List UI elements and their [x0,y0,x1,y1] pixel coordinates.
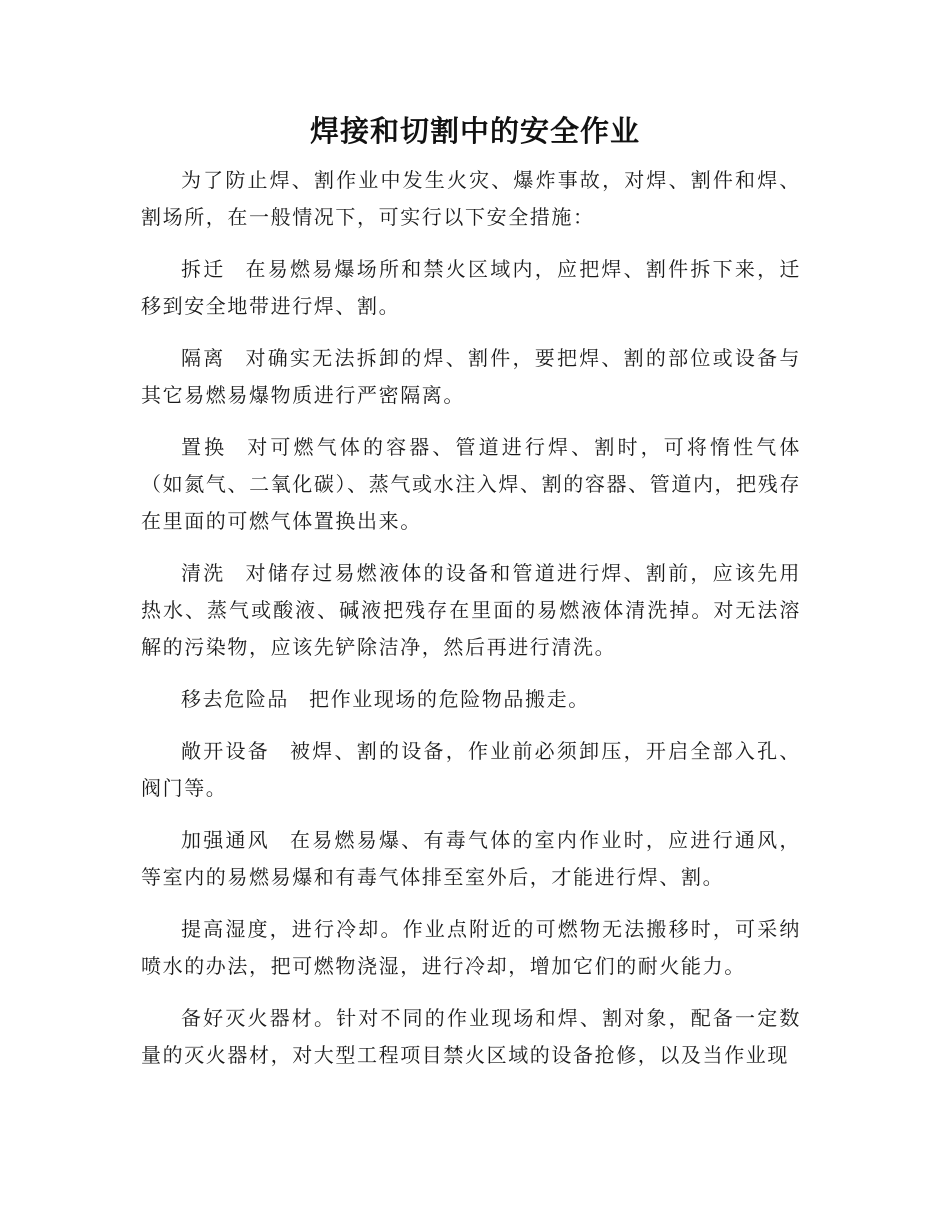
paragraph-lead: 清洗 [181,561,226,585]
paragraph-relocate [141,251,801,325]
paragraph-lead: 隔离 [181,346,226,370]
paragraph-remove-hazards [141,681,801,718]
paragraph-fire-equipment [141,1000,801,1074]
paragraph-lead: 拆迁 [181,257,226,281]
paragraph-text: 为了防止焊、割作业中发生火灾、爆炸事故，对焊、割件和焊、割场所，在一般情况下，可实行以下安全措施： [141,168,801,229]
paragraph-lead: 加强通风 [181,828,270,852]
paragraph-intro [141,162,801,236]
paragraph-text: 把作业现场的危险物品搬走。 [309,687,590,711]
paragraph-text: 在易燃易爆、有毒气体的室内作业时，应进行通风，等室内的易燃易爆和有毒气体排至室外后，才能进行焊、割。 [141,828,801,889]
paragraph-isolate [141,340,801,414]
paragraph-humidity [141,911,801,985]
paragraph-text: 备好灭火器材。针对不同的作业现场和焊、割对象，配备一定数量的灭火器材，对大型工程项目禁火区域的设备抢修，以及当作业现 [141,1006,801,1067]
paragraph-text: 被焊、割的设备，作业前必须卸压，开启全部入孔、阀门等。 [141,739,801,800]
paragraph-lead: 敞开设备 [181,739,270,763]
paragraph-clean [141,555,801,666]
paragraph-text: 对确实无法拆卸的焊、割件，要把焊、割的部位或设备与其它易燃易爆物质进行严密隔离。 [141,346,802,407]
paragraph-replace [141,429,801,540]
paragraph-text: 在易燃易爆场所和禁火区域内，应把焊、割件拆下来，迁移到安全地带进行焊、割。 [141,257,802,318]
paragraph-text: 对储存过易燃液体的设备和管道进行焊、割前，应该先用热水、蒸气或酸液、碱液把残存在里面的易燃液体清洗掉。对无法溶解的污染物，应该先铲除洁净，然后再进行清洗。 [141,561,802,659]
paragraph-open-equipment [141,733,801,807]
document-title: 焊接和切割中的安全作业 [309,114,640,148]
paragraph-ventilation [141,822,801,896]
paragraph-text: 提高湿度，进行冷却。作业点附近的可燃物无法搬移时，可采纳喷水的办法，把可燃物浇湿，进行冷却，增加它们的耐火能力。 [141,917,801,978]
document-body [141,162,801,1089]
paragraph-lead: 移去危险品 [181,687,289,711]
paragraph-text: 对可燃气体的容器、管道进行焊、割时，可将惰性气体（如氮气、二氧化碳）、蒸气或水注入焊、割的容器、管道内，把残存在里面的可燃气体置换出来。 [141,435,802,533]
paragraph-lead: 置换 [181,435,228,459]
